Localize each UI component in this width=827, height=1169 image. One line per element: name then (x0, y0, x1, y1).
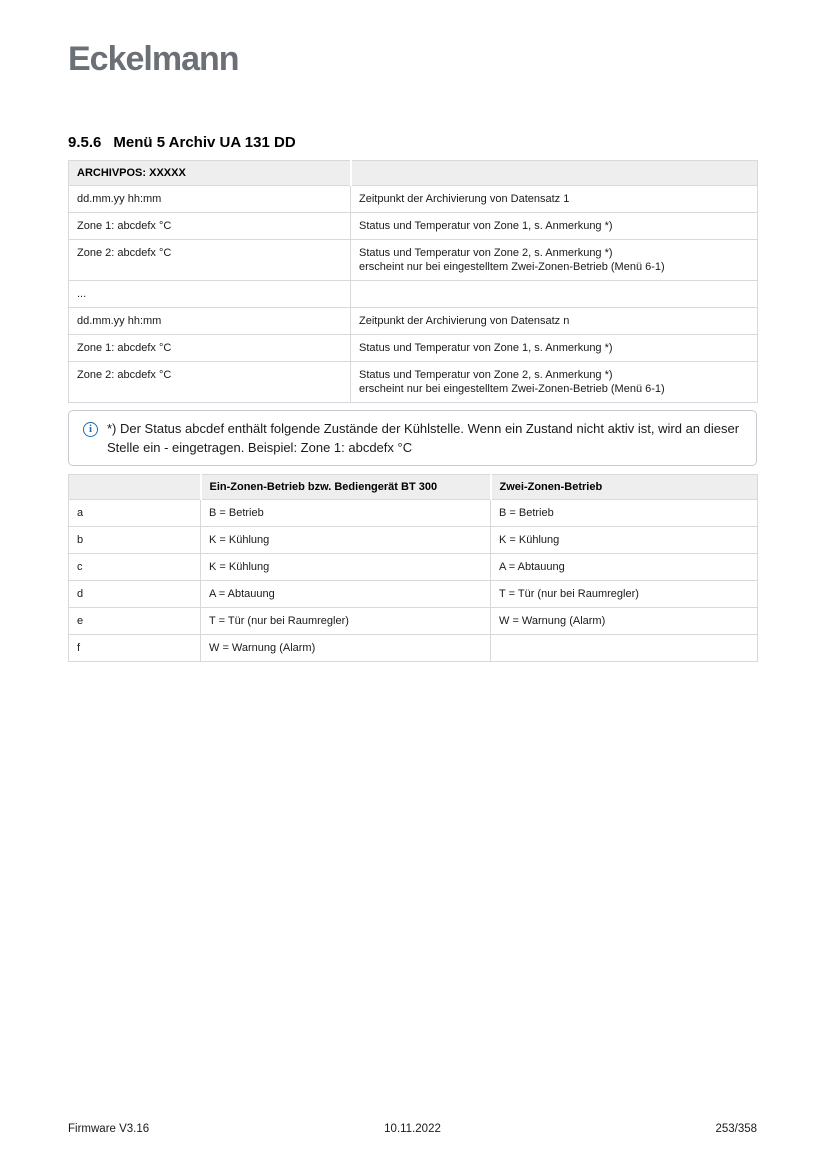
table-cell: W = Warnung (Alarm) (491, 608, 758, 635)
table-cell: Status und Temperatur von Zone 1, s. Anmerkung *) (351, 335, 758, 362)
cell-line: Status und Temperatur von Zone 2, s. Anmerkung *) (359, 369, 613, 382)
table-cell: A = Abtauung (491, 554, 758, 581)
archive-table (68, 160, 758, 403)
table-row (69, 500, 758, 527)
table-cell: ... (69, 281, 351, 308)
table-cell (351, 240, 758, 281)
section-heading (68, 134, 757, 151)
note-text: *) Der Status abcdef enthält folgende Zustände der Kühlstelle. Wenn ein Zustand nicht aktiv ist, wird an dieser Stelle ein - eingetragen. Beispiel: Zone 1: abcdefx °C (107, 421, 740, 456)
table-cell: Status und Temperatur von Zone 1, s. Anmerkung *) (351, 213, 758, 240)
table-header-cell: Ein-Zonen-Betrieb bzw. Bediengerät BT 300 (201, 475, 491, 500)
table-cell: B = Betrieb (201, 500, 491, 527)
table-cell: T = Tür (nur bei Raumregler) (201, 608, 491, 635)
table-cell: a (69, 500, 201, 527)
table-row (69, 281, 758, 308)
table-row (69, 635, 758, 662)
section-title: Menü 5 Archiv UA 131 DD (113, 134, 296, 152)
table-cell: Zone 2: abcdefx °C (69, 362, 351, 403)
table-row (69, 186, 758, 213)
table-cell (491, 635, 758, 662)
table-cell: W = Warnung (Alarm) (201, 635, 491, 662)
table-header-cell (69, 475, 201, 500)
table-cell: A = Abtauung (201, 581, 491, 608)
table-row (69, 362, 758, 403)
status-table (68, 474, 758, 662)
cell-line: Status und Temperatur von Zone 2, s. Anmerkung *) (359, 247, 613, 260)
table-row (69, 581, 758, 608)
table-cell: K = Kühlung (201, 527, 491, 554)
table-cell: b (69, 527, 201, 554)
table-row (69, 554, 758, 581)
table-cell: f (69, 635, 201, 662)
info-note (68, 410, 757, 466)
footer-firmware-version: Firmware V3.16 (68, 1123, 150, 1135)
info-icon: i (83, 422, 98, 437)
company-logo: Eckelmann (68, 40, 239, 78)
table-cell: d (69, 581, 201, 608)
page-footer (68, 1122, 757, 1136)
table-cell: e (69, 608, 201, 635)
table-header-cell: ARCHIVPOS: XXXXX (69, 161, 351, 186)
table-cell: c (69, 554, 201, 581)
footer-date: 10.11.2022 (384, 1123, 441, 1135)
table-cell: Zeitpunkt der Archivierung von Datensatz n (351, 308, 758, 335)
page-content (68, 0, 757, 662)
table-cell: B = Betrieb (491, 500, 758, 527)
table-header-row (69, 475, 758, 500)
table-cell: K = Kühlung (201, 554, 491, 581)
cell-line: erscheint nur bei eingestelltem Zwei-Zonen-Betrieb (Menü 6-1) (359, 261, 665, 274)
table-header-cell (351, 161, 758, 186)
footer-page-number: 253/358 (715, 1123, 758, 1135)
table-row (69, 240, 758, 281)
table-header-cell: Zwei-Zonen-Betrieb (491, 475, 758, 500)
table-cell: Zeitpunkt der Archivierung von Datensatz 1 (351, 186, 758, 213)
table-cell: K = Kühlung (491, 527, 758, 554)
table-cell: Zone 2: abcdefx °C (69, 240, 351, 281)
table-row (69, 213, 758, 240)
table-row (69, 608, 758, 635)
table-row (69, 335, 758, 362)
table-header-row (69, 161, 758, 186)
table-row (69, 308, 758, 335)
table-cell: dd.mm.yy hh:mm (69, 308, 351, 335)
section-number: 9.5.6 (68, 134, 102, 152)
table-row (69, 527, 758, 554)
table-cell: Zone 1: abcdefx °C (69, 213, 351, 240)
table-cell: Zone 1: abcdefx °C (69, 335, 351, 362)
cell-line: erscheint nur bei eingestelltem Zwei-Zonen-Betrieb (Menü 6-1) (359, 383, 665, 396)
table-cell (351, 362, 758, 403)
table-cell: dd.mm.yy hh:mm (69, 186, 351, 213)
table-cell (351, 281, 758, 308)
table-cell: T = Tür (nur bei Raumregler) (491, 581, 758, 608)
